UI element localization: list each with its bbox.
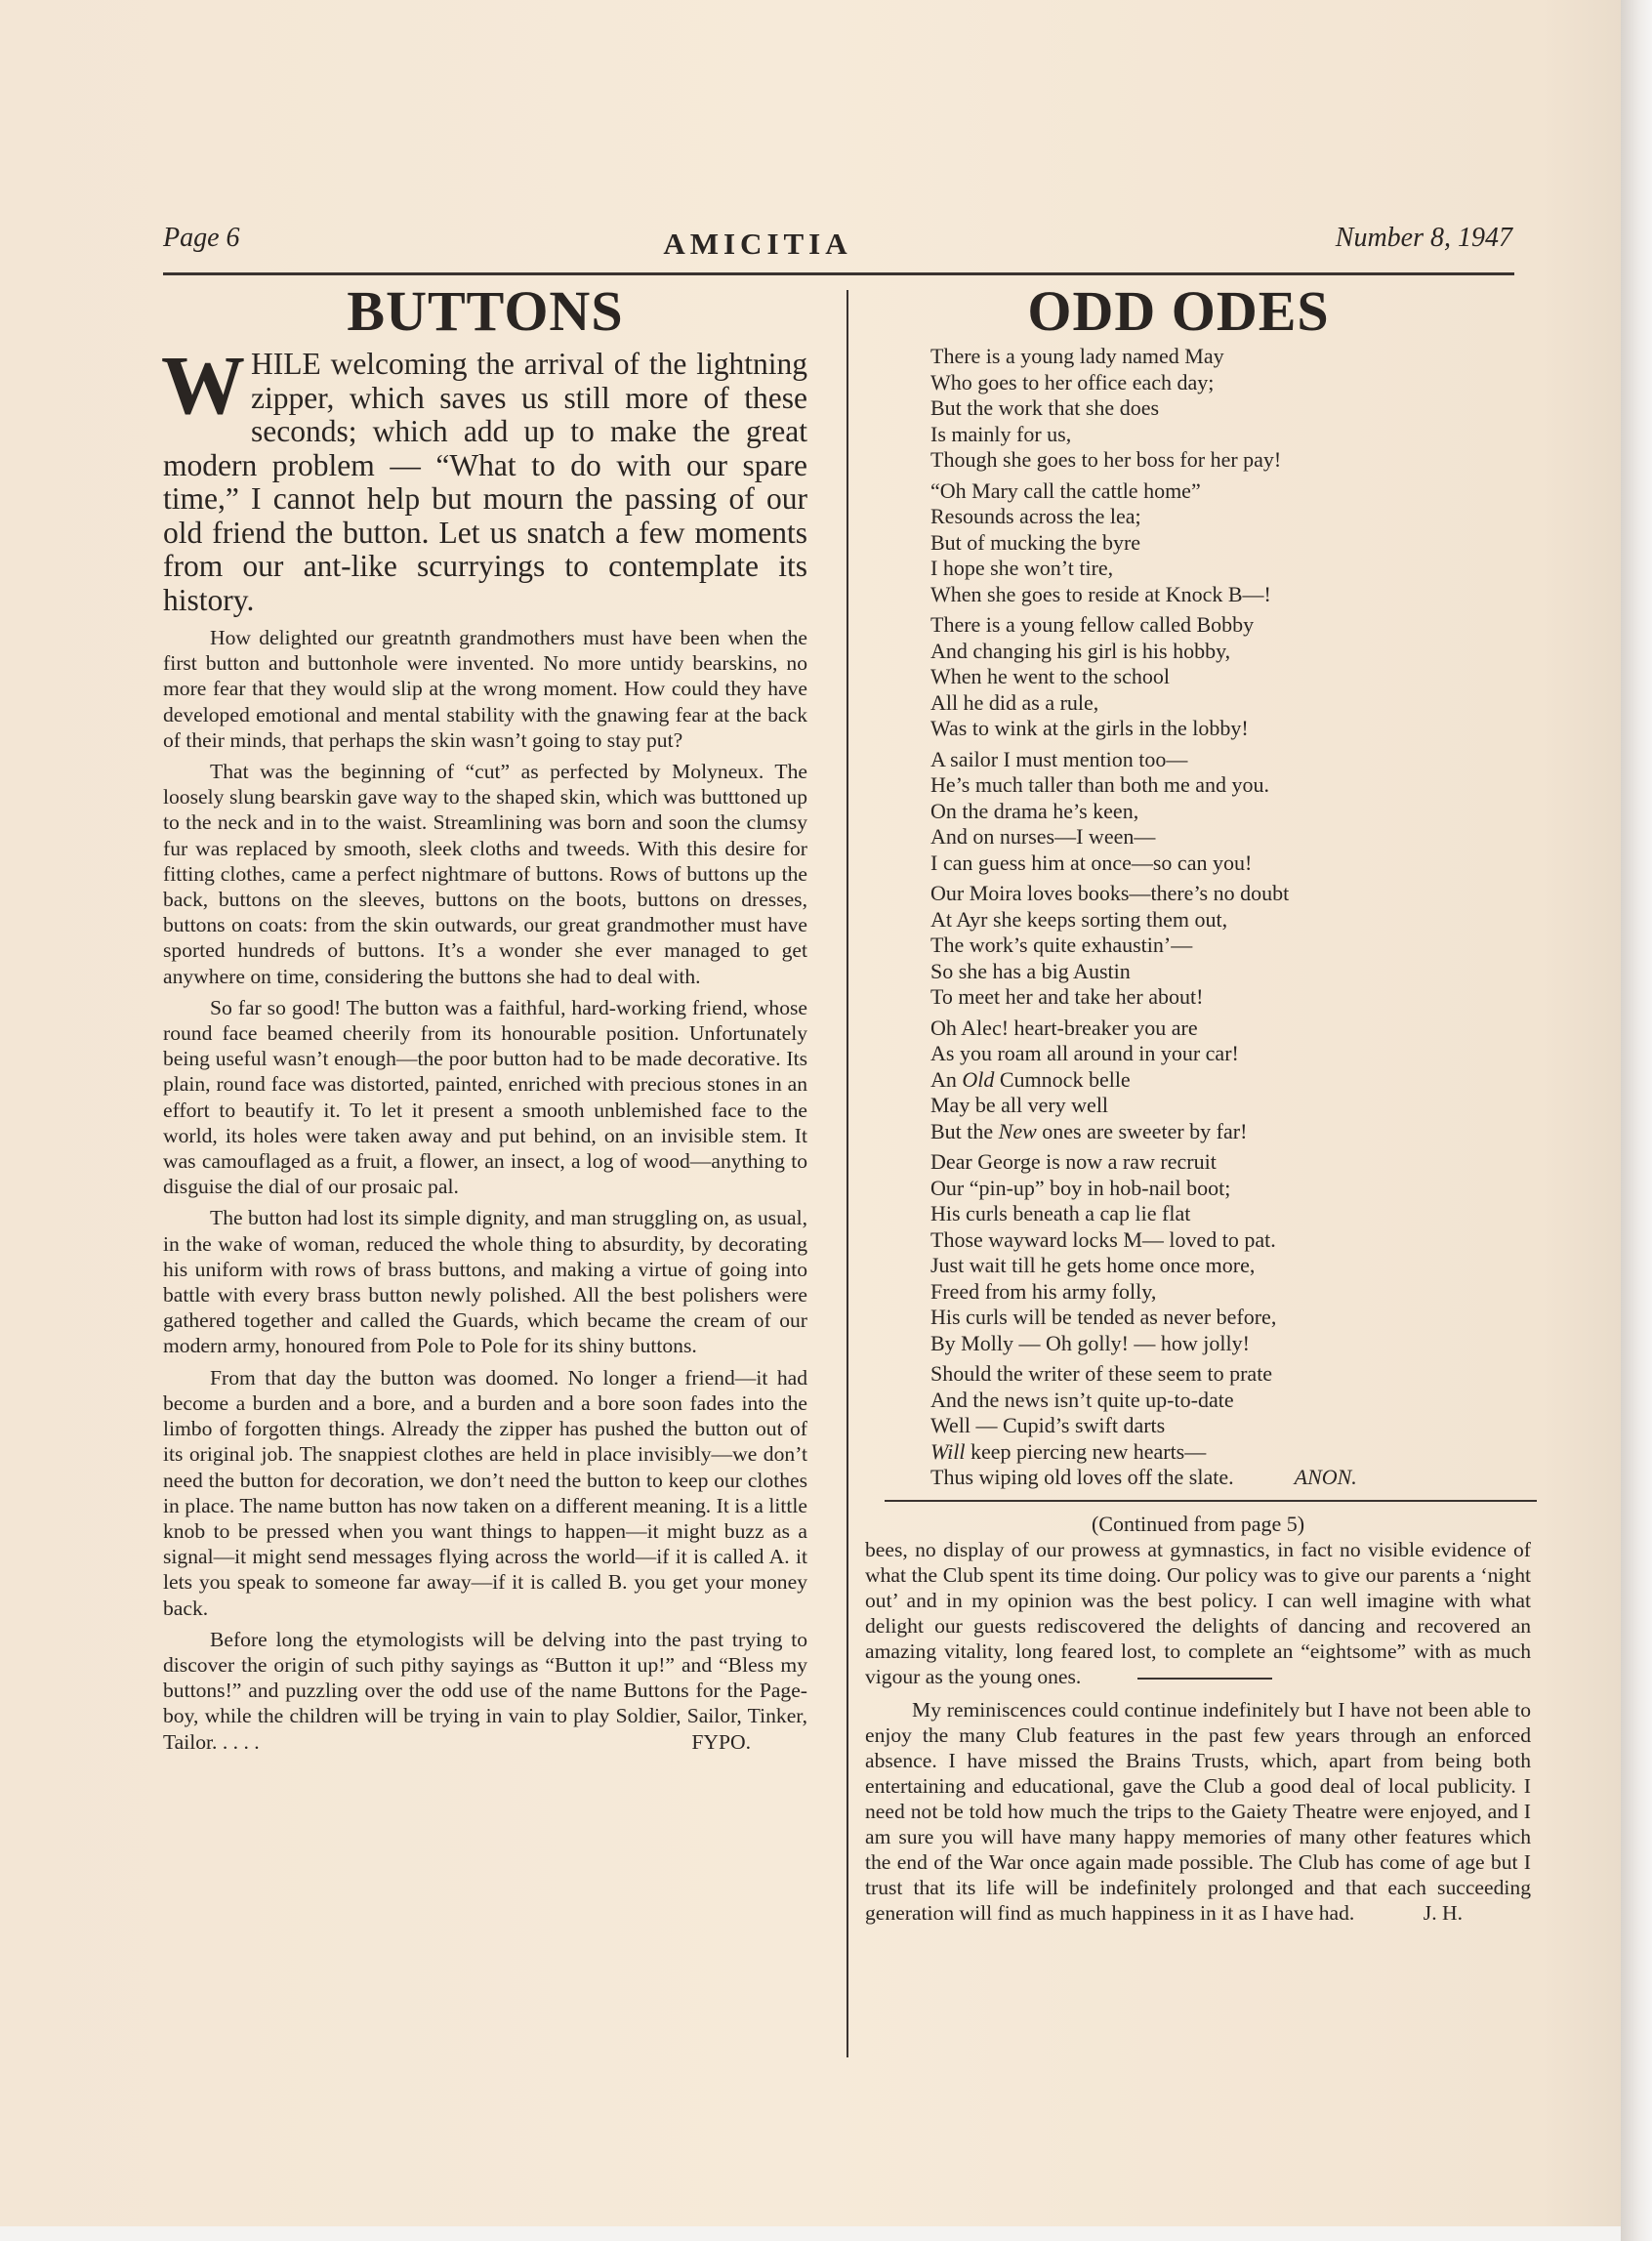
poem-line: At Ayr she keeps sorting them out,	[930, 906, 1228, 932]
poem-text: Thus wiping old loves off the slate.	[930, 1465, 1234, 1489]
poem-line: There is a young lady named May	[930, 344, 1224, 368]
poem-body	[930, 344, 1531, 1491]
column-divider	[847, 290, 848, 2057]
poem-line: Is mainly for us,	[930, 421, 1072, 446]
poem-text: Cumnock belle	[994, 1066, 1131, 1092]
article-lead	[161, 338, 807, 617]
poem-line: Those wayward locks M— loved to pat.	[930, 1226, 1276, 1252]
poem-title: ODD ODES	[1027, 279, 1330, 343]
buttons-article	[163, 279, 807, 1761]
poem-signature: ANON.	[1294, 1465, 1357, 1489]
poem-emphasis: Old	[962, 1066, 995, 1092]
paragraph	[865, 1537, 1531, 1689]
stanza	[930, 1149, 1531, 1356]
paragraph-text: bees, no display of our prowess at gymnastics, in fact no visible evidence of what the Club spent its time doing. Our policy was to give our parents a ‘night out’ and in my opinion was the best policy. I can well imagine with what delight our guests rediscovered the delights of dancing and recovered an amazing vitality, long feared lost, to complete an “eightsome” with as much vigour as the young ones.	[865, 1537, 1531, 1688]
page-edge-shadow	[1621, 0, 1652, 2241]
poem-text: keep piercing new hearts—	[965, 1438, 1207, 1464]
poem-line: He’s much taller than both me and you.	[930, 772, 1270, 797]
poem-line: As you roam all around in your car!	[930, 1041, 1239, 1065]
poem-line: Dear George is now a raw recruit	[930, 1149, 1217, 1174]
page-number: Page 6	[163, 223, 240, 253]
poem-line: Well — Cupid’s swift darts	[930, 1413, 1166, 1437]
stanza	[930, 747, 1531, 877]
section-rule	[885, 1500, 1537, 1502]
poem-line: Who goes to her office each day;	[930, 369, 1215, 394]
paragraph: How delighted our greatnth grandmothers must have been when the first button and buttonhole were invented. No more untidy bearskins, no more fear that they would slip at the wrong moment. How could they have developed emotional and mental stability with the gnawing fear at the back of their minds, that perhaps the skin wasn’t going to stay put?	[163, 626, 807, 752]
poem-line: When he went to the school	[930, 664, 1170, 688]
poem-emphasis: New	[998, 1118, 1037, 1143]
poem-text: ones are sweeter by far!	[1036, 1118, 1248, 1143]
author-signature: J. H.	[1423, 1900, 1463, 1925]
poem-text: An	[930, 1066, 963, 1092]
poem-line: All he did as a rule,	[930, 689, 1099, 715]
paragraph-text: My reminiscences could continue indefinitely but I have not been able to enjoy the many Club features in the past few years through an enforced absence. I have missed the Brains Trusts, which, apart from being both entertaining and educational, gave the Club a good deal of local publicity. I need not be told how much the trips to the Gaiety Theatre were enjoyed, and I am sure you will have many happy memories of many other features which the end of the War once again made possible. The Club has come of age but I trust that its life will be indefinitely prolonged and that each succeeding generation will find as much happiness in it as I have had.	[865, 1697, 1531, 1925]
poem-line: A sailor I must mention too—	[930, 746, 1188, 771]
lead-text: HILE welcoming the arrival of the lightning zipper, which saves us still more of these seconds; which add up to make the great modern problem — “What to do with our spare time,” I cannot help but mourn the passing of our old friend the button. Let us snatch a few moments from our ant-like scurryings to contemplate its history.	[163, 347, 807, 617]
short-rule	[1137, 1678, 1272, 1680]
stanza	[930, 612, 1531, 742]
poem-line: Was to wink at the girls in the lobby!	[930, 716, 1249, 740]
article-title: BUTTONS	[347, 279, 624, 343]
poem-line: Though she goes to her boss for her pay!	[930, 447, 1282, 472]
page-bottom-edge	[0, 2226, 1621, 2241]
stanza	[930, 344, 1531, 474]
odd-odes-article	[865, 279, 1531, 1933]
paragraph-last	[865, 1697, 1531, 1926]
author-signature: FYPO.	[691, 1729, 751, 1754]
poem-line: And on nurses—I ween—	[930, 824, 1156, 849]
issue-number: Number 8, 1947	[1335, 223, 1512, 253]
paragraph: From that day the button was doomed. No longer a friend—it had become a burden and a bore, and a burden and a bore soon fades into the limbo of forgotten things. Already the zipper has pushed the button out of its original job. The snappiest clothes are held in place invisibly—we don’t need the button for decoration, we don’t need the button to keep our clothes in place. The name button has now taken on a different meaning. It is a little knob to be pressed when you want things to happen—it might buzz as a signal—it might send messages flying across the world—if it is called A. it lets you speak to someone far away—if it is called B. you get your money back.	[163, 1365, 807, 1620]
poem-line: Just wait till he gets home once more,	[930, 1253, 1256, 1277]
paragraph: The button had lost its simple dignity, and man struggling on, as usual, in the wake of woman, reduced the whole thing to absurdity, by decorating his uniform with rows of brass buttons, and making a virtue of going into battle with every brass button newly polished. All the best polishers were gathered together and called the Guards, which became the cream of our modern army, honoured from Pole to Pole for its shiny buttons.	[163, 1206, 807, 1358]
poem-line: To meet her and take her about!	[930, 984, 1204, 1009]
poem-line: There is a young fellow called Bobby	[930, 612, 1255, 637]
poem-line: Our “pin-up” boy in hob-nail boot;	[930, 1175, 1231, 1200]
drop-cap: W	[161, 338, 245, 432]
poem-line: His curls will be tended as never before,	[930, 1305, 1277, 1329]
poem-line: I can guess him at once—so can you!	[930, 850, 1253, 875]
poem-line: “Oh Mary call the cattle home”	[930, 477, 1201, 503]
poem-line: When she goes to reside at Knock B—!	[930, 581, 1271, 606]
poem-line: But of mucking the byre	[930, 529, 1141, 555]
poem-line	[930, 1067, 1531, 1094]
publication-title: AMICITIA	[663, 227, 852, 261]
poem-line	[930, 1439, 1531, 1466]
poem-line	[930, 1465, 1531, 1491]
poem-text: But the	[930, 1118, 999, 1143]
poem-line: Should the writer of these seem to prate	[930, 1361, 1273, 1386]
poem-line: I hope she won’t tire,	[930, 556, 1114, 580]
paragraph: So far so good! The button was a faithful, hard-working friend, whose round face beamed cheerily from its honourable position. Unfortunately being useful wasn’t enough—the poor button had to be made decorative. Its plain, round face was distorted, painted, enriched with precious stones in an effort to beautify it. To let it present a smooth unblemished face to the world, its holes were taken away and put behind, on an invisible stem. It was camouflaged as a fruit, a flower, an insect, a log of wood—anything to disguise the dial of our prosaic pal.	[163, 995, 807, 1199]
poem-line: By Molly — Oh golly! — how jolly!	[930, 1330, 1250, 1355]
poem-line: Freed from his army folly,	[930, 1278, 1157, 1304]
poem-line: Resounds across the lea;	[930, 504, 1141, 528]
poem-line: Our Moira loves books—there’s no doubt	[930, 881, 1290, 905]
paragraph-text: Before long the etymologists will be delving into the past trying to discover the origin of such pithy sayings as “Button it up!” and “Bless my buttons!” and puzzling over the odd use of the name Buttons for the Page-boy, while the children will be trying in vain to play Soldier, Sailor, Tinker, Tailor. . . . .	[163, 1627, 807, 1754]
poem-line: So she has a big Austin	[930, 958, 1131, 983]
poem-line: And changing his girl is his hobby,	[930, 638, 1231, 663]
stanza	[930, 478, 1531, 608]
poem-line	[930, 1119, 1531, 1145]
header-rule	[163, 272, 1514, 275]
stanza	[930, 1361, 1531, 1491]
poem-line: May be all very well	[930, 1093, 1109, 1117]
stanza	[930, 881, 1531, 1011]
continued-article	[865, 1537, 1531, 1926]
poem-line: But the work that she does	[930, 395, 1160, 420]
article-body	[163, 625, 807, 1755]
poem-line: Oh Alec! heart-breaker you are	[930, 1015, 1198, 1040]
poem-line: His curls beneath a cap lie flat	[930, 1201, 1191, 1225]
poem-emphasis: Will	[930, 1438, 966, 1464]
poem-line: And the news isn’t quite up-to-date	[930, 1387, 1234, 1412]
paragraph-last	[163, 1627, 807, 1755]
continued-label: (Continued from page 5)	[1091, 1511, 1305, 1536]
poem-line: On the drama he’s keen,	[930, 798, 1139, 823]
paragraph: That was the beginning of “cut” as perfected by Molyneux. The loosely slung bearskin gave way to the shaped skin, which was butttoned up to the neck and in to the waist. Streamlining was born and soon the clumsy fur was replaced by smooth, sleek cloths and tweeds. With this desire for fitting clothes, came a perfect nightmare of buttons. Rows of buttons up the back, buttons on the sleeves, buttons on the boots, buttons on dresses, buttons on coats: from the skin outwards, our great grandmother must have sported hundreds of buttons. It’s a wonder she ever managed to get anywhere on time, considering the buttons she had to deal with.	[163, 760, 807, 988]
poem-line: The work’s quite exhaustin’—	[930, 933, 1193, 957]
stanza	[930, 1016, 1531, 1145]
